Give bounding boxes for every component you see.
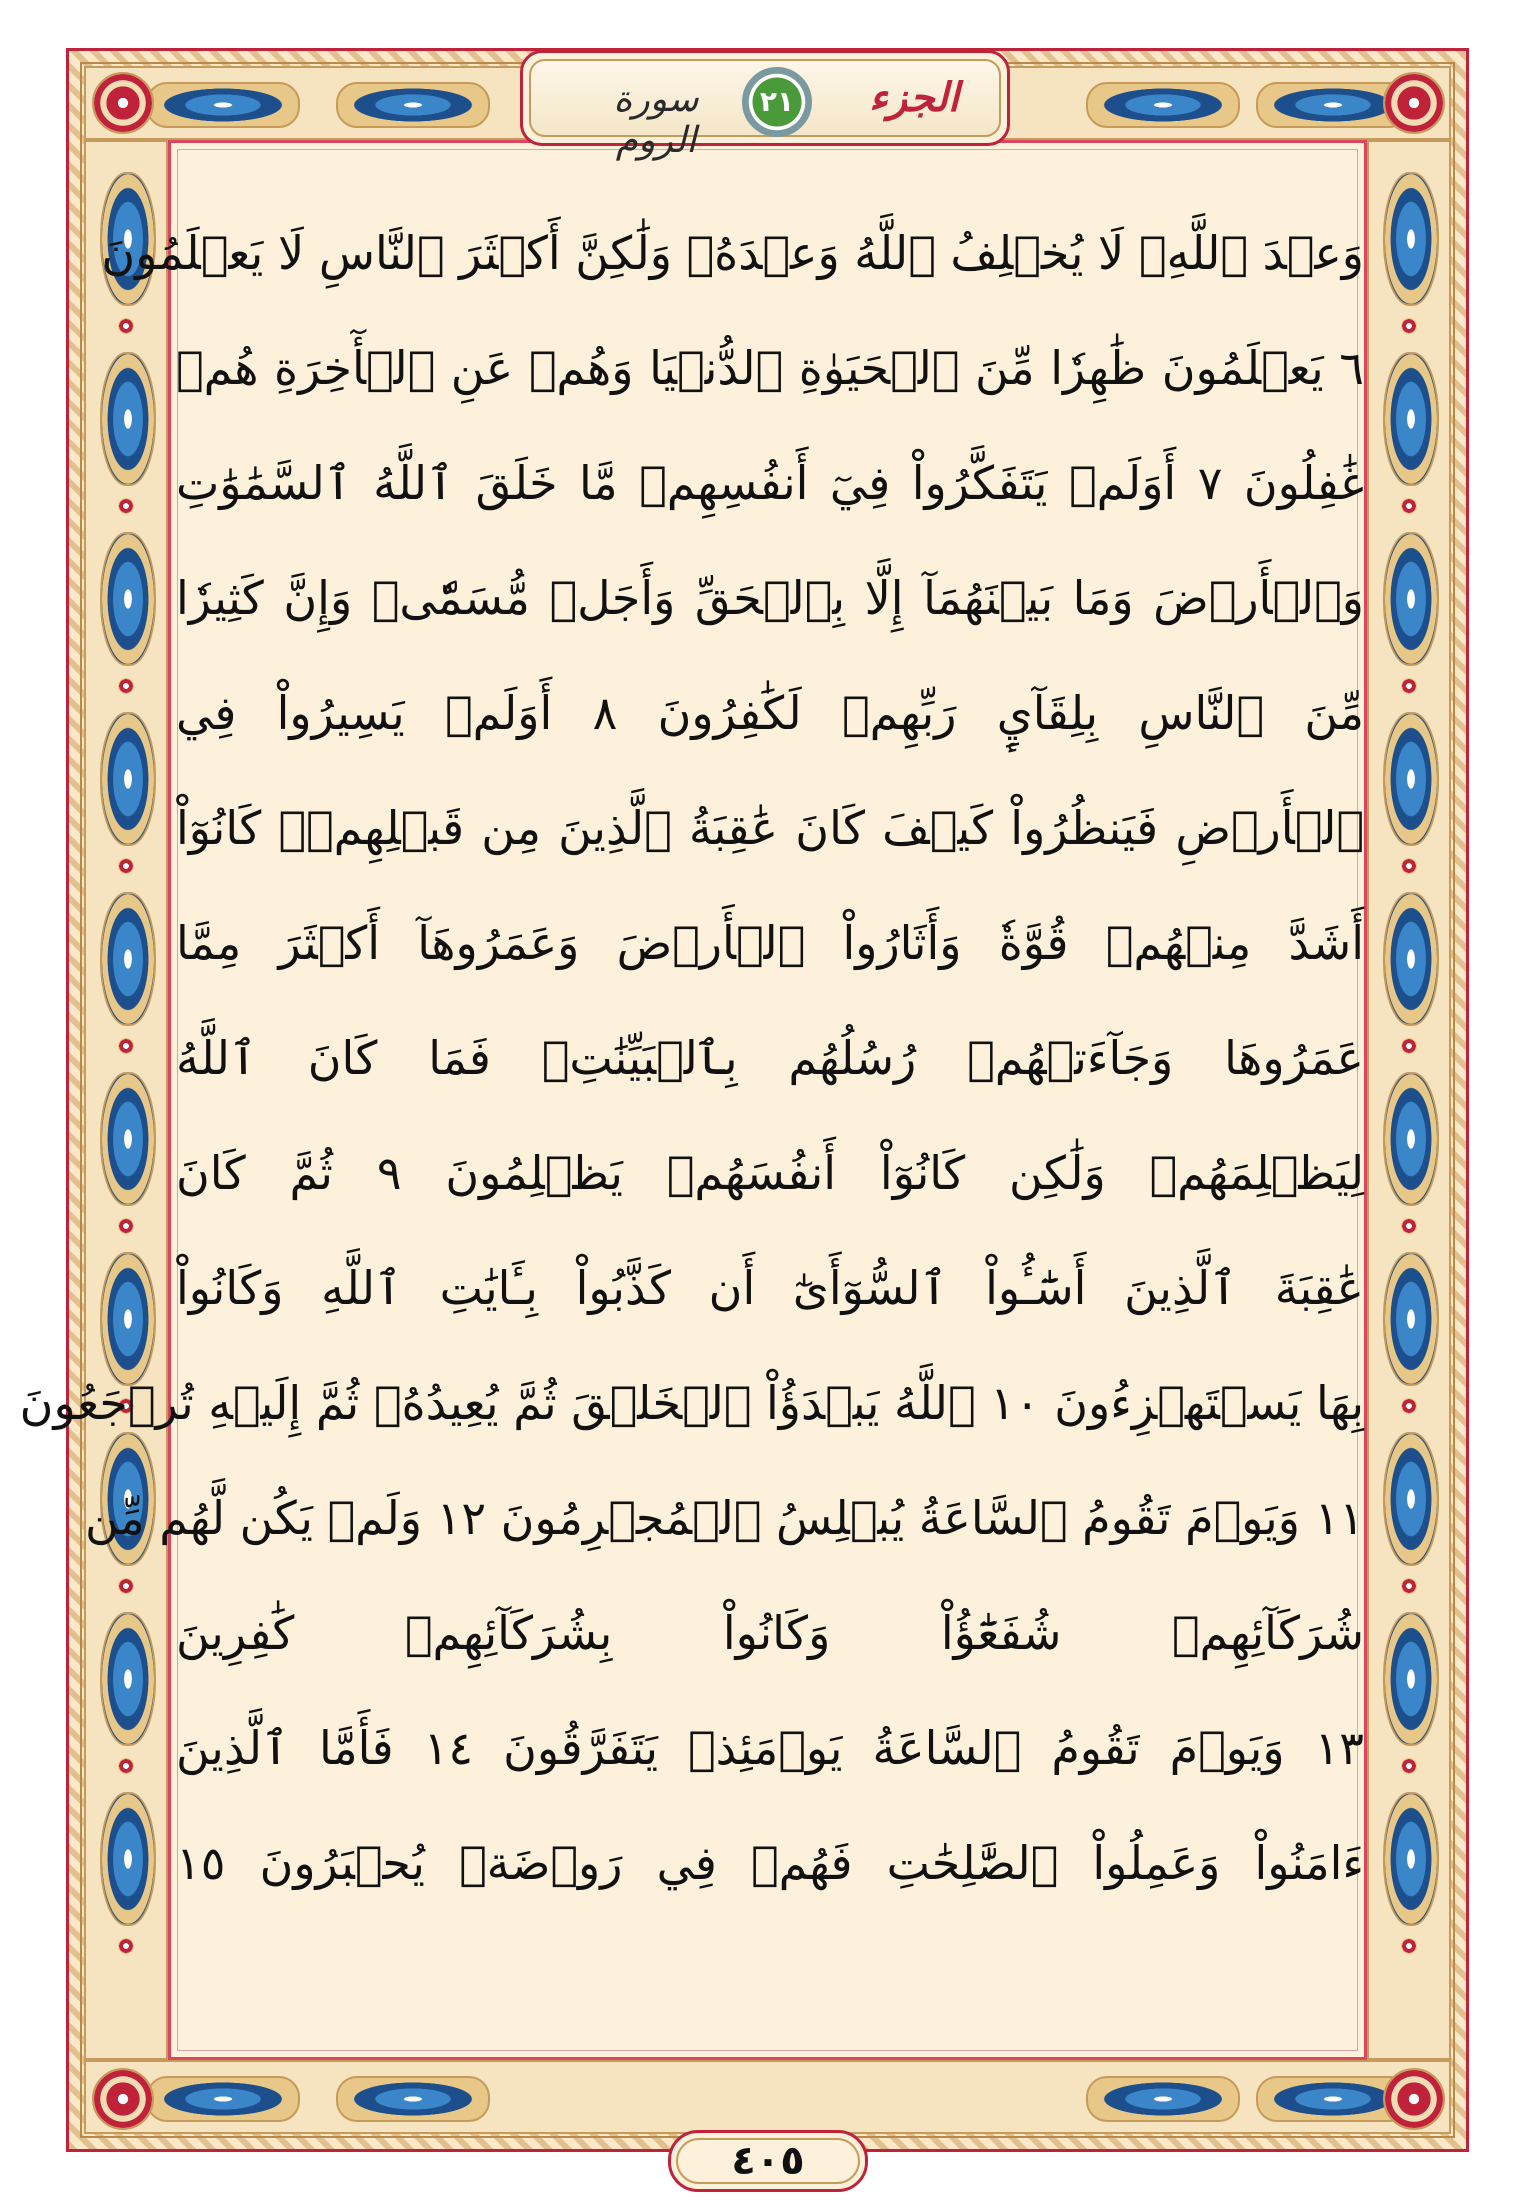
header-cartouche: [529, 59, 1001, 161]
ornament-dot: [1401, 1578, 1417, 1594]
ornament-dot: [118, 1218, 134, 1234]
surah-name: سورة الروم: [613, 79, 699, 161]
ornament-lozenge: [336, 82, 490, 128]
ornament-medallion: [1383, 352, 1439, 486]
ornament-dot: [118, 1758, 134, 1774]
corner-rosette: [92, 72, 154, 134]
ornament-medallion: [1383, 1072, 1439, 1206]
ornament-dot: [118, 678, 134, 694]
verse-line: عَٰقِبَةَ ٱلَّذِينَ أَسَٰٓـُٔواْ ٱلسُّوٓأَىٰٓ أَن كَذَّبُواْ بِـَٔايَٰتِ ٱللَّهِ وَكَانُواْ: [176, 1261, 1364, 1315]
ornament-dot: [118, 1578, 134, 1594]
ornament-dot: [1401, 1938, 1417, 1954]
ornament-dot: [118, 1938, 134, 1954]
ornament-dot: [1401, 1218, 1417, 1234]
ornament-medallion: [1383, 172, 1439, 306]
verse-line: أَشَدَّ مِنۡهُمۡ قُوَّةٗ وَأَثَارُواْ ٱلۡأَرۡضَ وَعَمَرُوهَآ أَكۡثَرَ مِمَّا: [176, 916, 1364, 970]
ornament-dot: [1401, 1038, 1417, 1054]
verse-line: عَمَرُوهَا وَجَآءَتۡهُمۡ رُسُلُهُم بِٱلۡبَيِّنَٰتِۖ فَمَا كَانَ ٱللَّهُ: [176, 1031, 1364, 1085]
ornament-dot: [118, 318, 134, 334]
verse-line: بِهَا يَسۡتَهۡزِءُونَ ١٠ ٱللَّهُ يَبۡدَؤُاْ ٱلۡخَلۡقَ ثُمَّ يُعِيدُهُۥ ثُمَّ إِلَيۡهِ تُرۡجَعُونَ: [19, 1376, 1364, 1430]
ornament-dot: [118, 1038, 134, 1054]
ornament-lozenge: [1086, 82, 1240, 128]
juz-number: ٢١: [759, 84, 795, 118]
corner-rosette: [1383, 72, 1445, 134]
ornament-medallion: [100, 1612, 156, 1746]
ornament-dot: [1401, 858, 1417, 874]
ornament-lozenge: [1086, 2076, 1240, 2122]
verse-line: غَٰفِلُونَ ٧ أَوَلَمۡ يَتَفَكَّرُواْ فِيٓ أَنفُسِهِمۗ مَّا خَلَقَ ٱللَّهُ ٱلسَّمَٰوَٰتِ: [176, 456, 1364, 510]
ornament-medallion: [100, 712, 156, 846]
ornament-medallion: [100, 892, 156, 1026]
verse-line: وَعۡدَ ٱللَّهِۖ لَا يُخۡلِفُ ٱللَّهُ وَعۡدَهُۥ وَلَٰكِنَّ أَكۡثَرَ ٱلنَّاسِ لَا يَعۡلَمُونَ: [101, 226, 1364, 280]
bottom-ornament-band: [84, 2060, 1451, 2134]
ornament-dot: [1401, 1398, 1417, 1414]
ornament-lozenge: [336, 2076, 490, 2122]
page-number: ٤٠٥: [731, 2138, 805, 2184]
ornament-medallion: [1383, 712, 1439, 846]
verse-line: مِّنَ ٱلنَّاسِ بِلِقَآيِٕ رَبِّهِمۡ لَكَٰفِرُونَ ٨ أَوَلَمۡ يَسِيرُواْ فِي: [176, 686, 1364, 740]
ornament-medallion: [1383, 1792, 1439, 1926]
verse-line: ١١ وَيَوۡمَ تَقُومُ ٱلسَّاعَةُ يُبۡلِسُ ٱلۡمُجۡرِمُونَ ١٢ وَلَمۡ يَكُن لَّهُم مِّن: [84, 1491, 1364, 1545]
verse-line: وَٱلۡأَرۡضَ وَمَا بَيۡنَهُمَآ إِلَّا بِٱلۡحَقِّ وَأَجَلٖ مُّسَمّٗىۗ وَإِنَّ كَثِيرٗا: [176, 571, 1364, 625]
verse-line: لِيَظۡلِمَهُمۡ وَلَٰكِن كَانُوٓاْ أَنفُسَهُمۡ يَظۡلِمُونَ ٩ ثُمَّ كَانَ: [176, 1146, 1365, 1200]
verse-lines: [19, 196, 1365, 1921]
ornament-lozenge: [146, 2076, 300, 2122]
ornament-lozenge: [146, 82, 300, 128]
verse-line: شُرَكَآئِهِمۡ شُفَعَٰٓؤُاْ وَكَانُواْ بِشُرَكَآئِهِمۡ كَٰفِرِينَ: [176, 1606, 1364, 1660]
juz-label: الجزء: [869, 75, 959, 121]
right-ornament-border: [1367, 140, 1451, 2060]
ornament-medallion: [100, 1072, 156, 1206]
verse-line: ٦ يَعۡلَمُونَ ظَٰهِرٗا مِّنَ ٱلۡحَيَوٰةِ ٱلدُّنۡيَا وَهُمۡ عَنِ ٱلۡأٓخِرَةِ هُمۡ: [176, 341, 1364, 395]
ornament-medallion: [1383, 892, 1439, 1026]
ornament-dot: [1401, 1758, 1417, 1774]
page-number-cartouche: [676, 2138, 860, 2184]
page-header: [520, 50, 1010, 161]
ornament-dot: [1401, 678, 1417, 694]
ornament-medallion: [1383, 1252, 1439, 1386]
verse-line: ٱلۡأَرۡضِ فَيَنظُرُواْ كَيۡفَ كَانَ عَٰقِبَةُ ٱلَّذِينَ مِن قَبۡلِهِمۡۚ كَانُوٓاْ: [176, 801, 1364, 855]
page-footer: [668, 2130, 868, 2192]
ornament-medallion: [1383, 1612, 1439, 1746]
ornament-medallion: [1383, 1432, 1439, 1566]
ornament-dot: [118, 858, 134, 874]
verse-line: ءَامَنُواْ وَعَمِلُواْ ٱلصَّٰلِحَٰتِ فَهُمۡ فِي رَوۡضَةٖ يُحۡبَرُونَ ١٥: [176, 1836, 1364, 1890]
ornament-medallion: [1383, 532, 1439, 666]
left-ornament-border: [84, 140, 168, 2060]
ornament-medallion: [100, 1792, 156, 1926]
ornament-medallion: [100, 352, 156, 486]
verse-line: ١٣ وَيَوۡمَ تَقُومُ ٱلسَّاعَةُ يَوۡمَئِذٖ يَتَفَرَّقُونَ ١٤ فَأَمَّا ٱلَّذِينَ: [176, 1721, 1364, 1775]
ornament-dot: [118, 498, 134, 514]
ornament-dot: [1401, 498, 1417, 514]
juz-medallion-icon: [742, 67, 812, 137]
corner-rosette: [92, 2068, 154, 2130]
ornament-dot: [1401, 318, 1417, 334]
ornament-medallion: [100, 532, 156, 666]
corner-rosette: [1383, 2068, 1445, 2130]
